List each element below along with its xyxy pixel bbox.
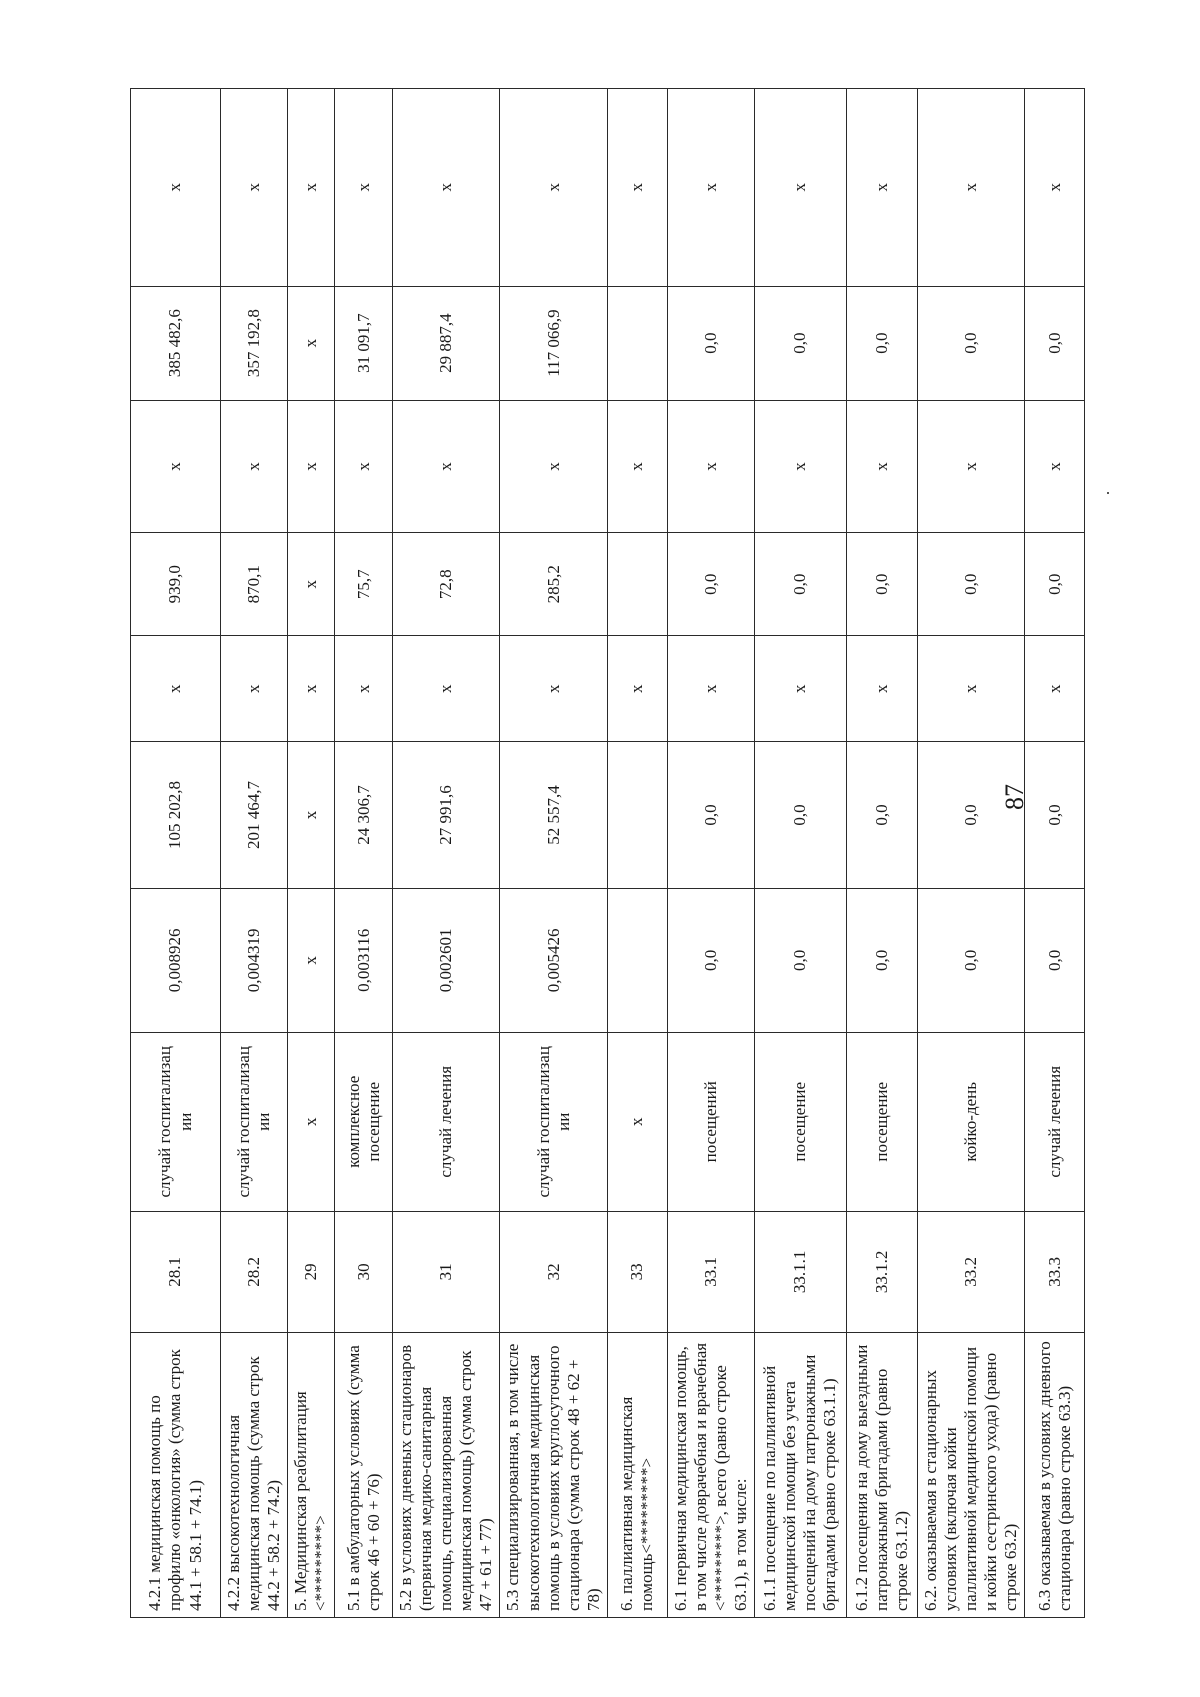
budget-per-capita: х [288, 636, 335, 742]
row-number: 33.3 [1025, 1211, 1085, 1333]
oms-total: 29 887,4 [393, 286, 500, 400]
table-row [917, 89, 1024, 1618]
row-unit: посещение [754, 1033, 846, 1212]
table-row [288, 89, 335, 1618]
budget-per-capita: х [607, 636, 667, 742]
budget-per-capita: х [917, 636, 1024, 742]
row-description: 6.1 первичная медицинская помощь, в том числе доврачебная и врачебная <*********>, всего (равно строке 63.1), в том числе: [667, 1333, 754, 1618]
row-unit: х [288, 1033, 335, 1212]
budget-total: х [288, 400, 335, 533]
normative-cost: 0,0 [667, 742, 754, 888]
share-percent: х [607, 89, 667, 287]
table-row [846, 89, 917, 1618]
oms-per-capita: 285,2 [500, 533, 607, 636]
normative-volume: 0,008926 [131, 888, 221, 1032]
row-unit: случай госпитализац ии [131, 1033, 221, 1212]
oms-per-capita: 0,0 [846, 533, 917, 636]
oms-total: х [288, 286, 335, 400]
share-percent: х [221, 89, 288, 287]
oms-total: 0,0 [846, 286, 917, 400]
oms-total: 385 482,6 [131, 286, 221, 400]
budget-total: х [754, 400, 846, 533]
normative-cost: 201 464,7 [221, 742, 288, 888]
row-number: 31 [393, 1211, 500, 1333]
oms-per-capita: 0,0 [754, 533, 846, 636]
budget-per-capita: х [846, 636, 917, 742]
normative-cost: 105 202,8 [131, 742, 221, 888]
budget-total: х [846, 400, 917, 533]
budget-total: х [607, 400, 667, 533]
oms-per-capita: 870,1 [221, 533, 288, 636]
table-row [221, 89, 288, 1618]
oms-total: 0,0 [754, 286, 846, 400]
oms-total: 0,0 [1025, 286, 1085, 400]
budget-per-capita: х [500, 636, 607, 742]
share-percent: х [846, 89, 917, 287]
normative-cost: 0,0 [846, 742, 917, 888]
share-percent: х [288, 89, 335, 287]
row-number: 33.1.1 [754, 1211, 846, 1333]
row-unit: случай госпитализац ии [500, 1033, 607, 1212]
table-row [607, 89, 667, 1618]
table-row [393, 89, 500, 1618]
row-number: 32 [500, 1211, 607, 1333]
normative-volume: 0,0 [1025, 888, 1085, 1032]
row-unit: посещений [667, 1033, 754, 1212]
rotated-table-wrapper [130, 88, 1074, 1618]
oms-per-capita [607, 533, 667, 636]
budget-total: х [335, 400, 393, 533]
financing-table [130, 88, 1085, 1618]
row-number: 28.1 [131, 1211, 221, 1333]
normative-volume: 0,0 [917, 888, 1024, 1032]
share-percent: х [393, 89, 500, 287]
share-percent: х [131, 89, 221, 287]
normative-volume: 0,003116 [335, 888, 393, 1032]
page-number: 87 [1000, 784, 1029, 810]
row-unit: посещение [846, 1033, 917, 1212]
row-number: 33 [607, 1211, 667, 1333]
row-number: 33.2 [917, 1211, 1024, 1333]
normative-cost: 0,0 [917, 742, 1024, 888]
scan-speck [1107, 492, 1109, 494]
normative-volume: 0,005426 [500, 888, 607, 1032]
oms-total: 0,0 [917, 286, 1024, 400]
oms-per-capita: 0,0 [667, 533, 754, 636]
budget-total: х [221, 400, 288, 533]
budget-total: х [917, 400, 1024, 533]
share-percent: х [335, 89, 393, 287]
row-description: 6.1.1 посещение по паллиативной медицинской помощи без учета посещений на дому патронажными бригадами (равно строке 63.1.1) [754, 1333, 846, 1618]
share-percent: х [667, 89, 754, 287]
row-number: 29 [288, 1211, 335, 1333]
normative-cost: 24 306,7 [335, 742, 393, 888]
budget-total: х [1025, 400, 1085, 533]
row-unit: комплексное посещение [335, 1033, 393, 1212]
oms-per-capita: 72,8 [393, 533, 500, 636]
normative-cost: 0,0 [1025, 742, 1085, 888]
table-row [754, 89, 846, 1618]
budget-per-capita: х [221, 636, 288, 742]
normative-volume: 0,0 [754, 888, 846, 1032]
budget-per-capita: х [1025, 636, 1085, 742]
oms-per-capita: х [288, 533, 335, 636]
normative-volume: 0,0 [667, 888, 754, 1032]
share-percent: х [917, 89, 1024, 287]
row-description: 5.3 специализированная, в том числе высокотехнологичная медицинская помощь в условиях круглосуточного стационара (сумма строк 48 + 62 + 78) [500, 1333, 607, 1618]
budget-total: х [393, 400, 500, 533]
oms-total: 31 091,7 [335, 286, 393, 400]
table-row [131, 89, 221, 1618]
row-unit: случай лечения [1025, 1033, 1085, 1212]
row-unit: случай госпитализац ии [221, 1033, 288, 1212]
oms-per-capita: 0,0 [917, 533, 1024, 636]
row-description: 6. паллиативная медицинская помощь<*********> [607, 1333, 667, 1618]
row-description: 6.3 оказываемая в условиях дневного стационара (равно строке 63.3) [1025, 1333, 1085, 1618]
normative-cost [607, 742, 667, 888]
row-description: 5.2 в условиях дневных стационаров (первичная медико-санитарная помощь, специализированная медицинская помощь) (сумма строк 47 + 61 + 77) [393, 1333, 500, 1618]
table-row [1025, 89, 1085, 1618]
normative-volume: 0,002601 [393, 888, 500, 1032]
table-row [667, 89, 754, 1618]
normative-volume [607, 888, 667, 1032]
row-description: 6.1.2 посещения на дому выездными патронажными бригадами (равно строке 63.1.2) [846, 1333, 917, 1618]
budget-per-capita: х [335, 636, 393, 742]
row-number: 30 [335, 1211, 393, 1333]
table-row [500, 89, 607, 1618]
normative-volume: 0,004319 [221, 888, 288, 1032]
row-unit: койко-день [917, 1033, 1024, 1212]
row-number: 33.1 [667, 1211, 754, 1333]
row-description: 4.2.2 высокотехнологичная медицинская помощь (сумма строк 44.2 + 58.2 + 74.2) [221, 1333, 288, 1618]
normative-cost: х [288, 742, 335, 888]
oms-per-capita: 939,0 [131, 533, 221, 636]
normative-volume: 0,0 [846, 888, 917, 1032]
normative-cost: 52 557,4 [500, 742, 607, 888]
share-percent: х [754, 89, 846, 287]
row-description: 5.1 в амбулаторных условиях (сумма строк 46 + 60 + 76) [335, 1333, 393, 1618]
oms-per-capita: 75,7 [335, 533, 393, 636]
row-description: 4.2.1 медицинская помощь по профилю «онкология» (сумма строк 44.1 + 58.1 + 74.1) [131, 1333, 221, 1618]
oms-total [607, 286, 667, 400]
share-percent: х [500, 89, 607, 287]
normative-cost: 0,0 [754, 742, 846, 888]
oms-total: 0,0 [667, 286, 754, 400]
budget-per-capita: х [667, 636, 754, 742]
row-number: 28.2 [221, 1211, 288, 1333]
budget-total: х [667, 400, 754, 533]
normative-volume: х [288, 888, 335, 1032]
budget-per-capita: х [393, 636, 500, 742]
row-unit: случай лечения [393, 1033, 500, 1212]
budget-total: х [500, 400, 607, 533]
oms-total: 117 066,9 [500, 286, 607, 400]
oms-per-capita: 0,0 [1025, 533, 1085, 636]
oms-total: 357 192,8 [221, 286, 288, 400]
budget-per-capita: х [131, 636, 221, 742]
row-number: 33.1.2 [846, 1211, 917, 1333]
row-description: 5. Медицинская реабилитация <*********> [288, 1333, 335, 1618]
share-percent: х [1025, 89, 1085, 287]
normative-cost: 27 991,6 [393, 742, 500, 888]
table-row [335, 89, 393, 1618]
budget-total: х [131, 400, 221, 533]
row-description: 6.2. оказываемая в стационарных условиях (включая койки паллиативной медицинской помощи и койки сестринского ухода) (равно строке 63.2) [917, 1333, 1024, 1618]
row-unit: х [607, 1033, 667, 1212]
budget-per-capita: х [754, 636, 846, 742]
